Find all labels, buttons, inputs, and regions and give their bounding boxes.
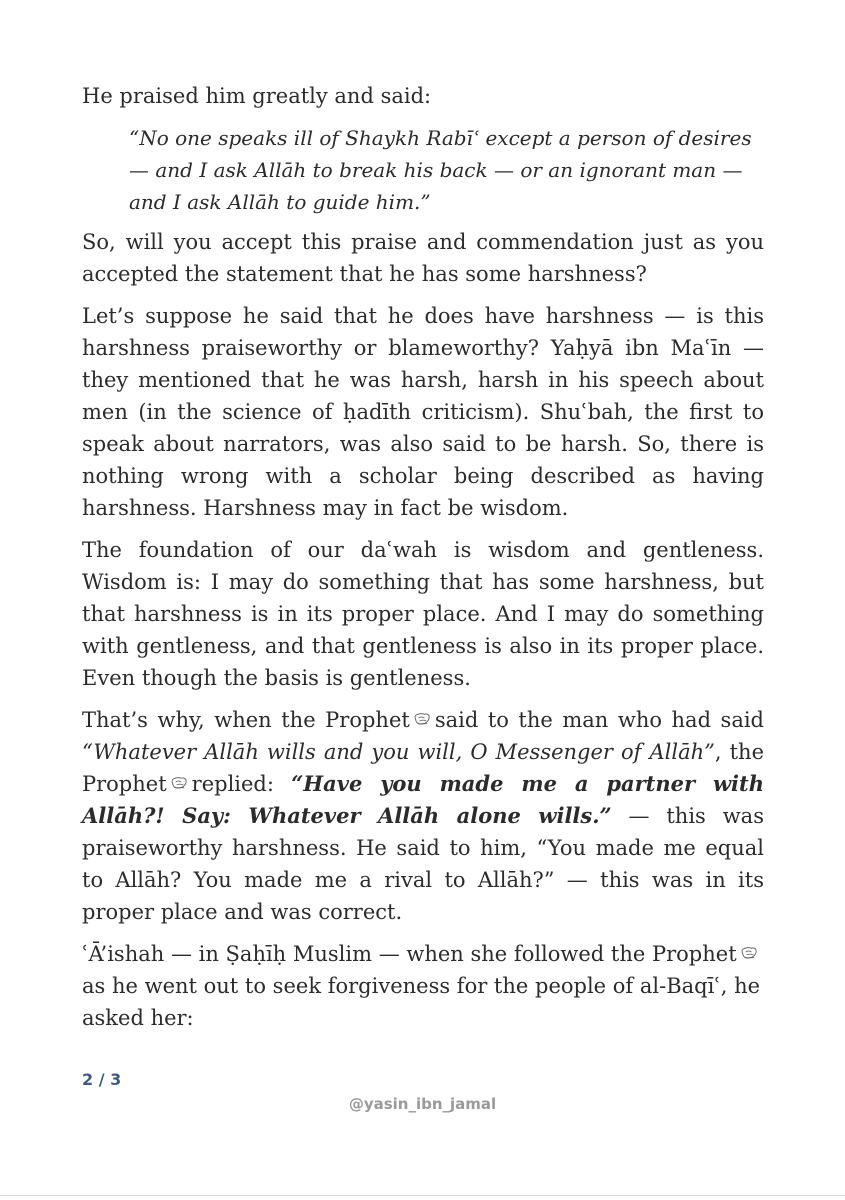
paragraph-4-part-4: replied: bbox=[191, 772, 274, 796]
salawat-icon bbox=[740, 946, 759, 962]
page-number: 2 / 3 bbox=[82, 1070, 122, 1089]
intro-line: He praised him greatly and said: bbox=[82, 84, 432, 108]
paragraph-4-part-3: , the Prophet bbox=[82, 740, 764, 796]
paragraph-2: Let’s suppose he said that he does have harshness — is this harshness praiseworthy or blameworthy? Yaḥyā ibn Maʿīn — they mentioned that he was harsh, harsh in his speech about men (in the science of ḥadīth criticism). Shuʿbah, the first to speak about narrators, was also said to be harsh. So, there is nothing wrong with a scholar being described as having harshness. Harshness may in fact be wisdom. bbox=[82, 304, 764, 520]
block-quote: “No one speaks ill of Shaykh Rabīʿ except a person of desires — and I ask Allāh to break his back — or an ignorant man — and I ask Allāh to guide him.” bbox=[129, 126, 752, 214]
paragraph-1: So, will you accept this praise and commendation just as you accepted the statement that he has some harshness? bbox=[82, 230, 764, 286]
paragraph-4-part-5: — this was praiseworthy harshness. He said to him, “You made me equal to Allāh? You made me a rival to Allāh?” — this was in its proper place and was correct. bbox=[82, 804, 764, 924]
paragraph-4 bbox=[82, 704, 764, 928]
paragraph-4-part-1: That’s why, when the Prophet bbox=[82, 708, 410, 732]
paragraph-5-part-1: ʿĀ’ishah — in Ṣaḥīḥ Muslim — when she followed the Prophet bbox=[82, 942, 737, 966]
paragraph-5 bbox=[82, 938, 764, 1034]
hadith-quote: “Have you made me a partner with Allāh?! Say: Whatever Allāh alone wills.” bbox=[82, 771, 764, 828]
paragraph-4-part-2: said to the man who had said bbox=[434, 708, 765, 732]
paragraph-3: The foundation of our daʿwah is wisdom and gentleness. Wisdom is: I may do something that has some harshness, but that harshness is in its proper place. And I may do something with gentleness, and that gentleness is also in its proper place. Even though the basis is gentleness. bbox=[82, 538, 764, 690]
salawat-icon bbox=[170, 776, 189, 792]
quoted-statement: “Whatever Allāh wills and you will, O Messenger of Allāh” bbox=[82, 740, 715, 764]
author-handle: @yasin_ibn_jamal bbox=[348, 1095, 497, 1113]
document-body bbox=[82, 80, 764, 1044]
salawat-icon bbox=[413, 712, 432, 728]
paragraph-5-part-2: as he went out to seek forgiveness for the people of al-Baqīʿ, he asked her: bbox=[82, 974, 761, 1030]
